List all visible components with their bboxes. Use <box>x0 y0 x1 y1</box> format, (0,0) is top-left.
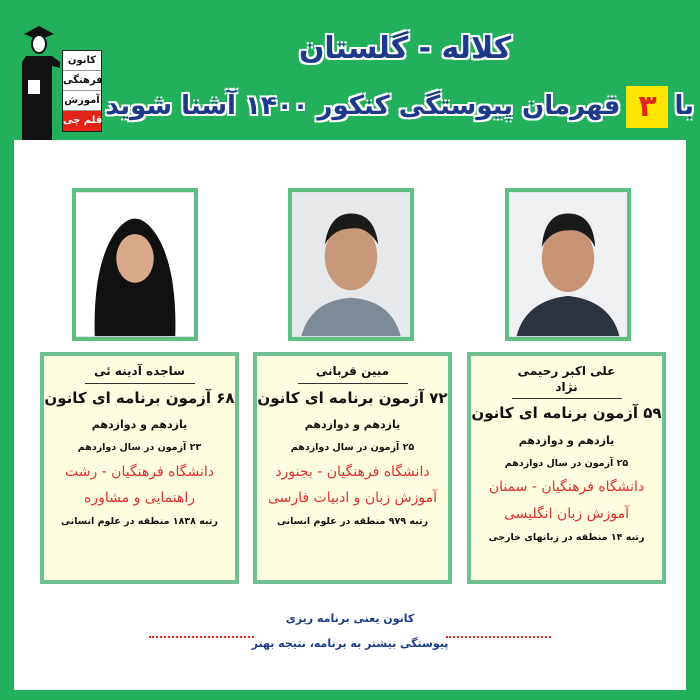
student-card <box>253 352 452 584</box>
student-name: علی اکبر رحیمی نژاد <box>512 364 622 399</box>
footer-slogan <box>14 612 686 650</box>
slogan-line-1: کانون یعنی برنامه ریزی <box>285 612 415 625</box>
content-panel <box>14 140 686 690</box>
logo-word: فرهنگی <box>63 71 101 91</box>
year-tests: ۲۳ آزمون در سال دوازدهم <box>77 442 202 454</box>
year-tests: ۲۵ آزمون در سال دوازدهم <box>504 457 629 469</box>
kanoon-logo <box>18 22 102 140</box>
dotted-divider <box>149 636 254 638</box>
student-photo <box>505 188 631 341</box>
field: آموزش زبان و ادبیات فارسی <box>267 489 438 506</box>
page-title: کلاله - گلستان <box>298 31 512 66</box>
tests-count: ۷۲ آزمون برنامه ای کانون <box>257 388 448 407</box>
slogan-line-2: پیوستگی بیشتر به برنامه، نتیجه بهتر <box>251 637 449 650</box>
person-silhouette-icon <box>509 192 627 337</box>
student-name: مبین قربانی <box>298 364 408 384</box>
grades: یازدهم و دوازدهم <box>91 418 188 432</box>
field: راهنمایی و مشاوره <box>84 489 195 506</box>
logo-words <box>62 50 102 132</box>
tests-count: ۵۹ آزمون برنامه ای کانون <box>471 404 662 423</box>
logo-word: قلم چی <box>63 111 101 131</box>
year-tests: ۲۵ آزمون در سال دوازدهم <box>290 442 415 454</box>
tests-count: ۶۸ آزمون برنامه ای کانون <box>44 388 235 407</box>
rank: رتبه ۱۴ منطقه در زبانهای خارجی <box>488 531 645 543</box>
grades: یازدهم و دوازدهم <box>304 418 401 432</box>
page-subtitle <box>105 82 694 130</box>
university: دانشگاه فرهنگیان - بجنورد <box>275 463 430 480</box>
person-silhouette-icon <box>292 192 410 337</box>
champion-count-badge: ۳ <box>626 86 668 128</box>
university: دانشگاه فرهنگیان - سمنان <box>488 479 645 496</box>
university: دانشگاه فرهنگیان - رشت <box>64 463 214 480</box>
subtitle-post: قهرمان پیوستگی کنکور ۱۴۰۰ آشنا شوید <box>105 91 621 121</box>
field: آموزش زبان انگلیسی <box>503 505 630 522</box>
dotted-divider <box>446 636 551 638</box>
rank: رتبه ۱۸۳۸ منطقه در علوم انسانی <box>61 516 218 528</box>
graduate-figure-icon <box>18 22 60 140</box>
student-card <box>467 352 666 584</box>
logo-word: کانون <box>63 51 101 71</box>
student-name: ساجده آدینه ئی <box>85 364 195 384</box>
grades: یازدهم و دوازدهم <box>518 433 615 447</box>
rank: رتبه ۹۷۹ منطقه در علوم انسانی <box>276 516 429 528</box>
student-photo <box>288 188 414 341</box>
logo-word: آموزش <box>63 91 101 111</box>
student-photo <box>72 188 198 341</box>
student-card <box>40 352 239 584</box>
subtitle-pre: با <box>674 91 694 121</box>
person-silhouette-icon <box>76 192 194 337</box>
